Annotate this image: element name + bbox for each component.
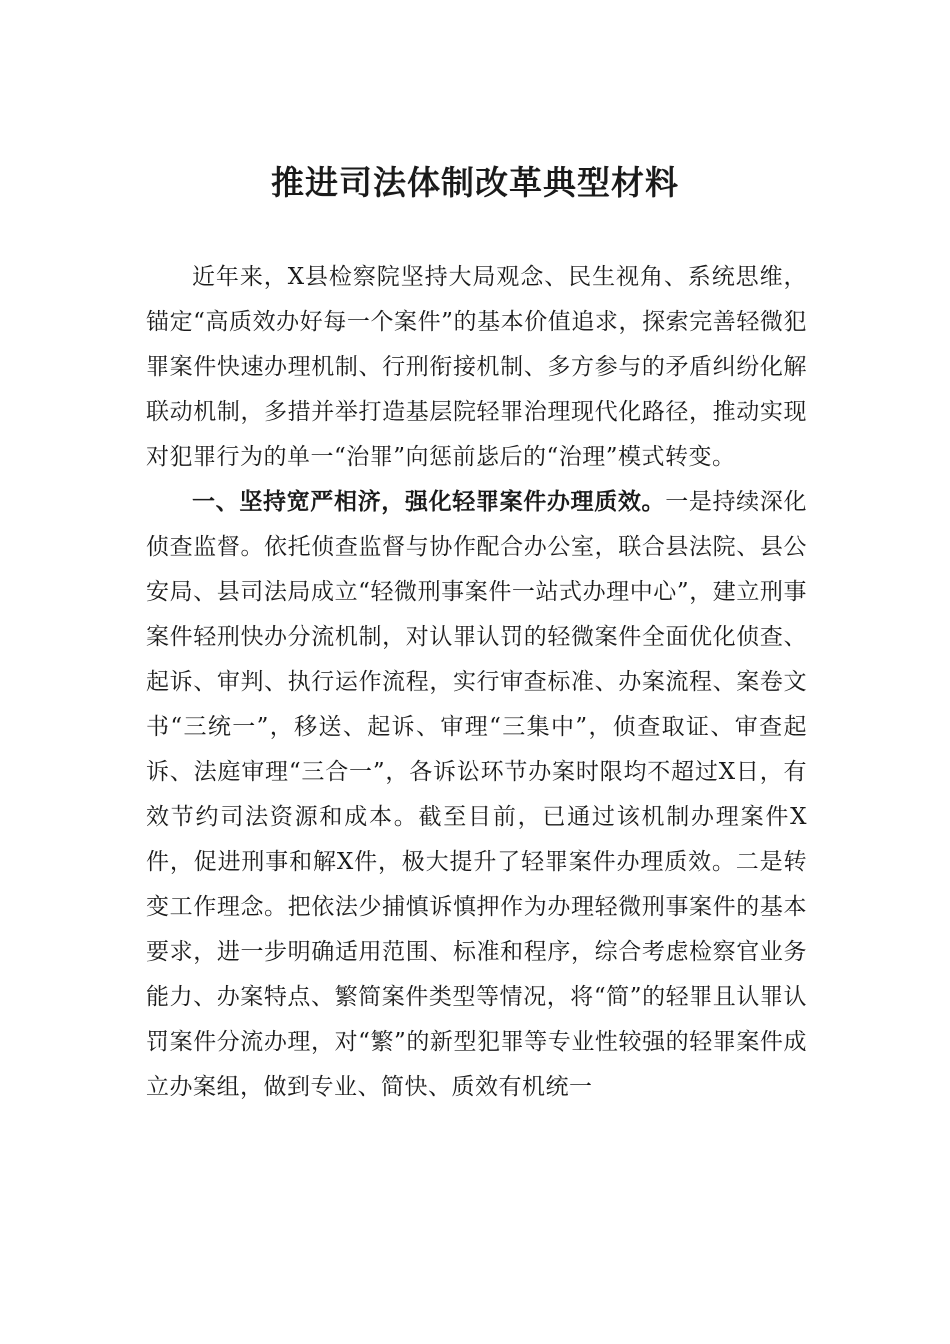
section-1-paragraph bbox=[146, 480, 807, 1110]
section-1-body: 一是持续深化侦查监督。依托侦查监督与协作配合办公室，联合县法院、县公安局、县司法局成立“轻微刑事案件一站式办理中心”，建立刑事案件轻刑快办分流机制，对认罪认罚的轻微案件全面优化侦查、起诉、审判、执行运作流程，实行审查标准、办案流程、案卷文书“三统一”，移送、起诉、审理“三集中”，侦查取证、审查起诉、法庭审理“三合一”，各诉讼环节办案时限均不超过X日，有效节约司法资源和成本。截至目前，已通过该机制办理案件X件，促进刑事和解X件，极大提升了轻罪案件办理质效。二是转变工作理念。把依法少捕慎诉慎押作为办理轻微刑事案件的基本要求，进一步明确适用范围、标准和程序，综合考虑检察官业务能力、办案特点、繁简案件类型等情况，将“简”的轻罪且认罪认罚案件分流办理，对“繁”的新型犯罪等专业性较强的轻罪案件成立办案组，做到专业、简快、质效有机统一 bbox=[146, 489, 808, 1100]
document-title: 推进司法体制改革典型材料 bbox=[271, 163, 679, 202]
document-body bbox=[146, 255, 807, 1110]
intro-paragraph: 近年来，X县检察院坚持大局观念、民生视角、系统思维，锚定“高质效办好每一个案件”的基本价值追求，探索完善轻微犯罪案件快速办理机制、行刑衔接机制、多方参与的矛盾纠纷化解联动机制，多措并举打造基层院轻罪治理现代化路径，推动实现对犯罪行为的单一“治罪”向惩前毖后的“治理”模式转变。 bbox=[146, 264, 807, 470]
section-1-heading: 一、坚持宽严相济，强化轻罪案件办理质效。 bbox=[192, 489, 666, 515]
